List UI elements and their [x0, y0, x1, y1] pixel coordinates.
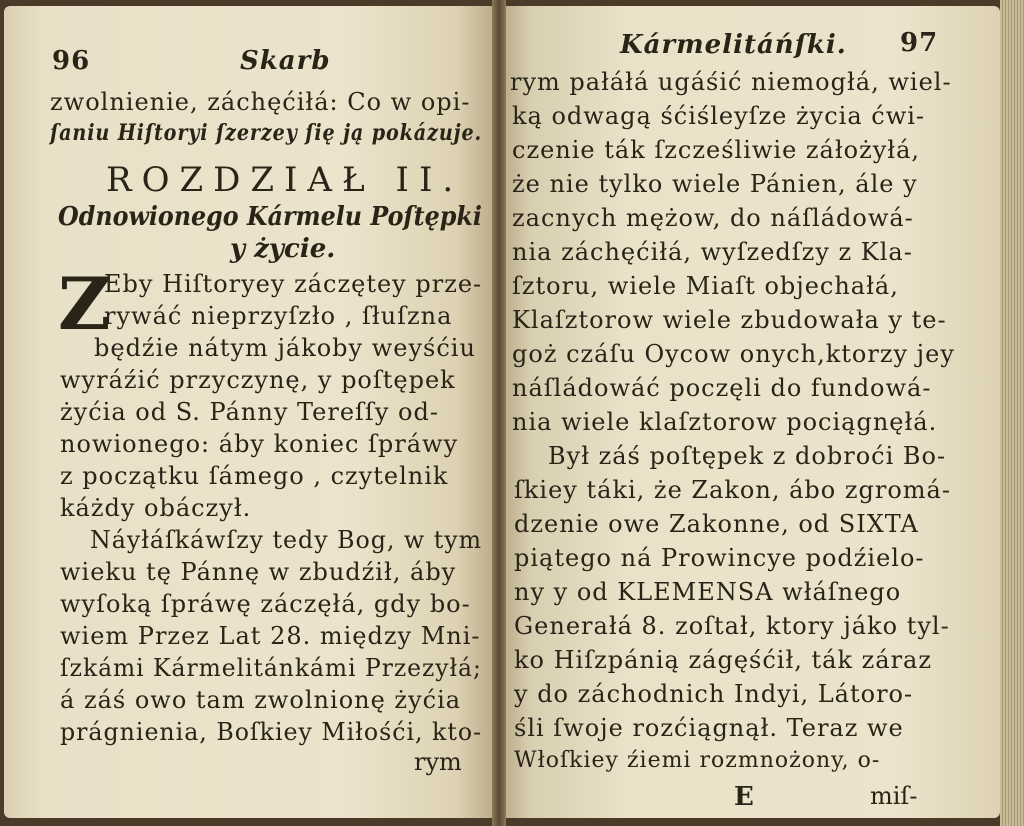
right-line-3: czenie ták ſzcześliwie záłożyłá, — [512, 136, 921, 164]
right-line-19: y do záchodnich Indyi, Látoro- — [514, 680, 914, 708]
right-page — [500, 6, 1000, 818]
right-line-17: Generałá 8. zoſtał, ktory jáko tyl- — [514, 612, 950, 640]
right-line-12: Był záś poſtępek z dobroći Bo- — [548, 442, 947, 470]
right-line-14: dzenie owe Zakonne, od SIXTA — [514, 510, 919, 538]
right-line-7: ſztoru, wiele Miaſt objechałá, — [512, 272, 899, 300]
left-running-head: Skarb — [240, 46, 331, 76]
right-line-2: ką odwagą śćiśleyſze życia ćwi- — [512, 102, 926, 130]
left-page-number: 96 — [52, 46, 91, 76]
right-line-6: nia záchęćiłá, wyſzedſzy z Kla- — [512, 238, 913, 266]
left-page — [4, 6, 496, 818]
left-line-1: zwolnienie, záchęćiłá: Co w opi- — [50, 88, 471, 116]
chapter-title: ROZDZIAŁ II. — [106, 160, 464, 200]
left-line-17: prágnienia, Boſkiey Miłośći, kto- — [60, 718, 483, 746]
right-line-15: piątego ná Prowincye podźielo- — [514, 544, 925, 572]
left-line-10: káżdy obáczył. — [60, 494, 252, 522]
right-line-18: ko Hiſzpánią zágęśćił, ták záraz — [514, 646, 932, 674]
right-line-11: nia wiele klaſztorow pociągnęłá. — [512, 408, 938, 436]
left-line-4: rywáć nieprzyſzło , ſłuſzna — [104, 302, 453, 330]
right-line-1: rym pałáłá ugáśić niemogłá, wiel- — [510, 68, 952, 96]
left-line-14: wiem Przez Lat 28. między Mni- — [60, 622, 481, 650]
left-line-11: Náyłáſkáwſzy tedy Bog, w tym — [90, 526, 483, 554]
left-line-3: Eby Hiſtoryey záczętey prze- — [104, 270, 483, 298]
right-line-10: náſládowáć poczęli do fundowá- — [512, 374, 932, 402]
right-catchword: miſ- — [870, 782, 918, 810]
right-running-head: Kármelitáńſki. — [620, 30, 847, 60]
right-line-5: zacnych mężow, do náſládowá- — [512, 204, 914, 232]
page-edges — [1000, 0, 1024, 826]
left-line-2: ſaniu Hiſtoryi ſzerzey ſię ją pokázuje. — [50, 120, 483, 146]
signature-mark: E — [734, 782, 754, 812]
right-line-21: Włoſkiey źiemi rozmnożony, o- — [514, 748, 881, 773]
drop-cap: Z — [58, 261, 111, 346]
right-line-8: Klaſztorow wiele zbudowała y te- — [512, 306, 947, 334]
left-line-15: ſzkámi Kármelitánkámi Przezyłá; — [60, 654, 482, 682]
left-line-16: á záś owo tam zwolnionę żyćia — [60, 686, 462, 714]
left-line-7: żyćia od S. Pánny Tereſſy od- — [60, 398, 439, 426]
left-line-12: wieku tę Pánnę w zbudźił, áby — [60, 558, 457, 586]
left-line-6: wyráźić przyczynę, y poſtępek — [60, 366, 456, 394]
left-line-5: będźie nátym jákoby weyśćiu — [94, 334, 476, 362]
right-line-13: ſkiey táki, że Zakon, ábo zgromá- — [514, 476, 951, 504]
book-gutter — [492, 0, 506, 826]
left-line-13: wyſoką ſpráwę záczęłá, gdy bo- — [60, 590, 471, 618]
right-line-9: goż czáſu Oycow onych,ktorzy jey — [512, 340, 955, 368]
right-line-16: ny y od KLEMENSA włáſnego — [514, 578, 902, 606]
left-line-8: nowionego: áby koniec ſpráwy — [60, 430, 459, 458]
right-page-number: 97 — [900, 28, 939, 58]
left-catchword: rym — [414, 748, 462, 776]
right-line-20: śli ſwoje rozćiągnął. Teraz we — [514, 714, 904, 742]
chapter-subtitle-1: Odnowionego Kármelu Poſtępki — [58, 202, 482, 232]
chapter-subtitle-2: y życie. — [230, 234, 336, 264]
left-line-9: z początku ſámego , czytelnik — [60, 462, 449, 490]
right-line-4: że nie tylko wiele Pánien, ále y — [512, 170, 918, 198]
